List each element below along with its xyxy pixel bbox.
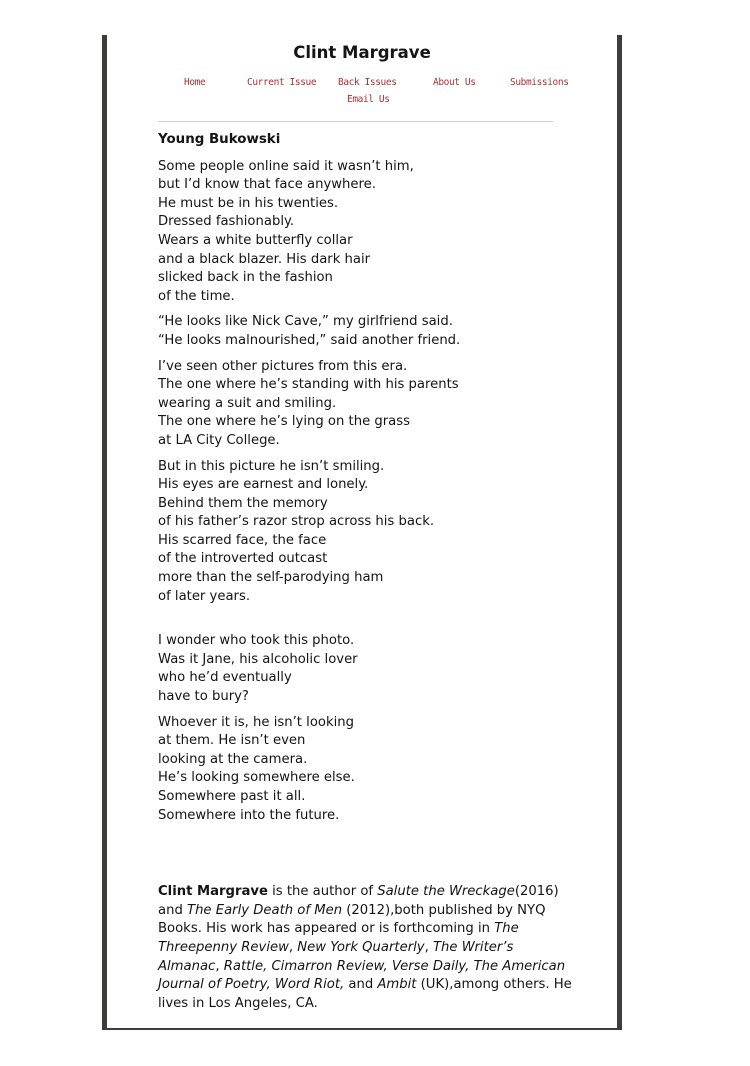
poem	[158, 131, 578, 825]
nav-link-email-us[interactable]: Email Us	[347, 94, 390, 105]
main-nav	[107, 75, 617, 115]
bio-text: (UK),among others. He lives in Los Angeles, CA.	[158, 977, 572, 1011]
nav-link-about-us[interactable]: About Us	[433, 77, 476, 88]
nav-link-current-issue[interactable]: Current Issue	[247, 77, 317, 88]
page-title: Clint Margrave	[293, 43, 431, 62]
bio-book-title: Salute the Wreckage	[377, 884, 515, 900]
bio-publication: New York Quarterly	[297, 939, 425, 955]
bio-text: (2012),both published by NYQ Books. His work has appeared or is forthcoming in	[158, 902, 546, 937]
author-bio	[158, 883, 578, 1013]
header-divider	[158, 121, 553, 122]
bio-text: ,	[288, 939, 298, 955]
bio-text: (2016) and	[158, 884, 559, 918]
poem-stanza-2: “He looks like Nick Cave,” my girlfriend said. “He looks malnourished,” said another friend.	[158, 314, 461, 348]
bio-text: ,	[424, 939, 433, 955]
bio-publication: Ambit	[377, 977, 417, 993]
poem-stanza-6: Whoever it is, he isn’t looking at them. He isn’t even looking at the camera. He’s looking somewhere else. Somewhere past it all. Somewhere into the future.	[158, 714, 355, 823]
nav-link-back-issues[interactable]: Back Issues	[338, 77, 397, 88]
poem-title: Young Bukowski	[158, 132, 281, 147]
poem-stanza-3: I’ve seen other pictures from this era. The one where he’s standing with his parents wearing a suit and smiling. The one where he’s lying on the grass at LA City College.	[158, 358, 459, 448]
bio-text: is the author of	[267, 884, 378, 900]
bio-text: ,	[215, 958, 224, 974]
poem-stanza-1: Some people online said it wasn’t him, but I’d know that face anywhere. He must be in his twenties. Dressed fashionably. Wears a white butterfly collar and a black blazer. His dark hair slicked back in the fashion of the time.	[158, 158, 414, 304]
bio-publication: Rattle, Cimarron Review, Verse Daily, The American Journal of Poetry, Word Riot,	[158, 958, 566, 993]
poem-stanza-5: I wonder who took this photo. Was it Jane, his alcoholic lover who he’d eventually have to bury?	[158, 633, 358, 705]
nav-link-submissions[interactable]: Submissions	[510, 77, 569, 88]
bio-publication: The Writer’s Almanac	[158, 939, 514, 974]
poem-stanza-4: But in this picture he isn’t smiling. His eyes are earnest and lonely. Behind them the memory of his father’s razor strop across his back. His scarred face, the face of the introverted outcast more than the self-parodying ham of later years.	[158, 458, 435, 604]
bio-text: and	[344, 977, 378, 993]
nav-link-home[interactable]: Home	[184, 77, 206, 88]
bio-book-title: The Early Death of Men	[187, 902, 343, 918]
bio-author-name: Clint Margrave	[158, 884, 268, 900]
bio-publication: The Threepenny Review	[158, 921, 519, 955]
